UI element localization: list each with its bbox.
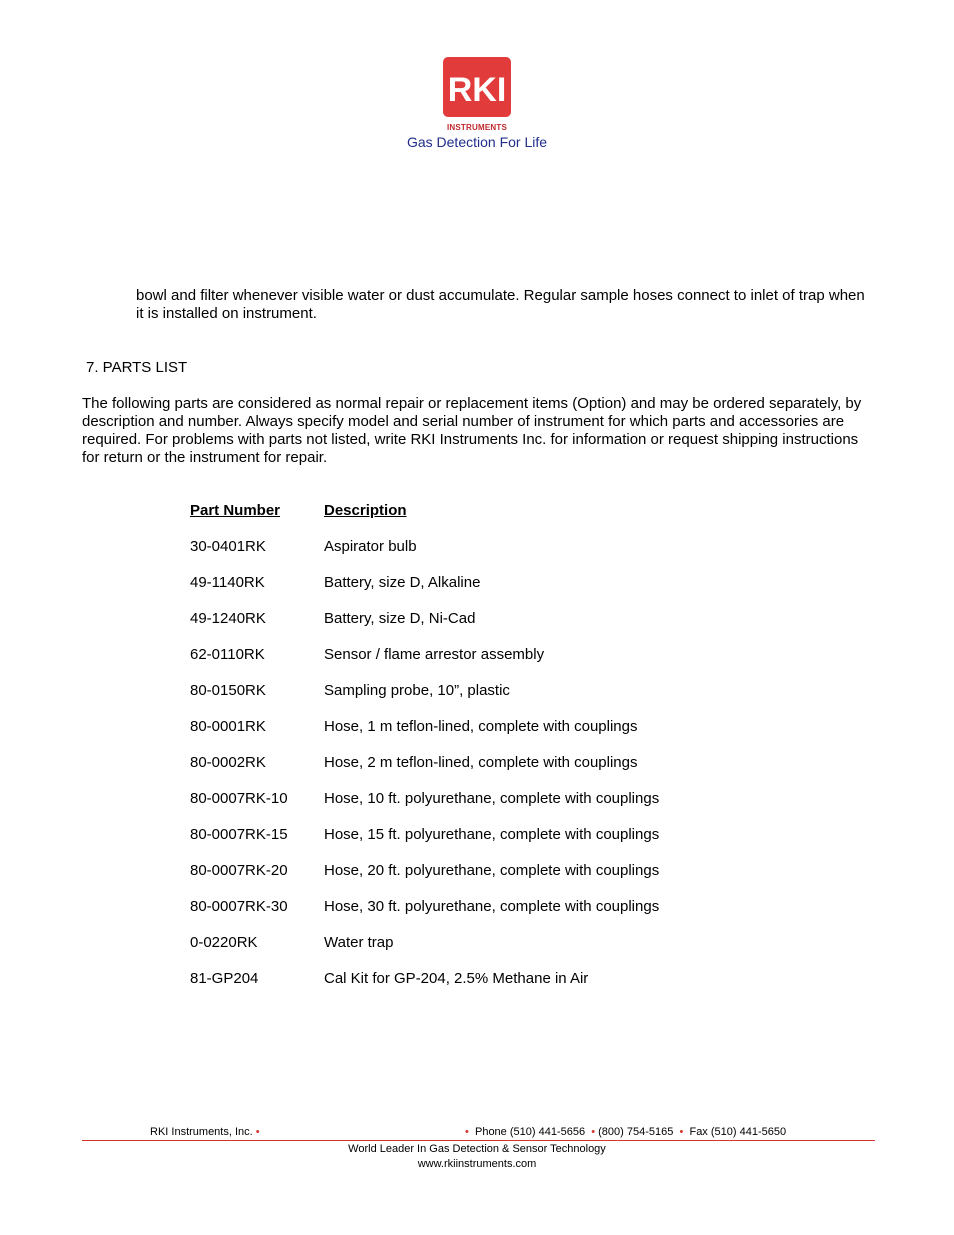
footer-phone: Phone (510) 441-5656 [474, 1126, 586, 1138]
part-number: 80-0007RK-15 [190, 826, 288, 843]
footer-slogan: World Leader In Gas Detection & Sensor Technology [348, 1143, 606, 1155]
footer-company-name: RKI Instruments, Inc. [150, 1126, 253, 1138]
header-description: Description [324, 502, 407, 519]
tagline: Gas Detection For Life [406, 134, 548, 150]
part-number: 0-0220RK [190, 934, 258, 951]
footer-website[interactable]: www.rkiinstruments.com [417, 1158, 537, 1170]
part-number: 80-0007RK-10 [190, 790, 288, 807]
footer-divider [82, 1140, 875, 1141]
part-number: 49-1140RK [190, 574, 265, 591]
part-number: 80-0007RK-20 [190, 862, 288, 879]
part-number: 80-0150RK [190, 682, 266, 699]
logo-subtitle: INSTRUMENTS [447, 123, 507, 132]
part-description: Hose, 30 ft. polyurethane, complete with couplings [324, 898, 660, 915]
section-heading: 7. PARTS LIST [86, 359, 188, 376]
part-description: Cal Kit for GP-204, 2.5% Methane in Air [324, 970, 589, 987]
intro-paragraph: The following parts are considered as normal repair or replacement items (Option) and may be ordered separately, by description and number. Always specify model and serial number of instrument for which parts and accessories are required. For problems with parts not listed, write RKI Instruments Inc. for information or request shipping instructions for return or the instrument for repair. [82, 395, 862, 466]
footer-bullet-icon: • [255, 1126, 260, 1138]
part-description: Hose, 15 ft. polyurethane, complete with couplings [324, 826, 660, 843]
part-description: Hose, 1 m teflon-lined, complete with couplings [324, 718, 638, 735]
part-description: Aspirator bulb [324, 538, 417, 555]
part-number: 80-0002RK [190, 754, 266, 771]
part-number: 62-0110RK [190, 646, 265, 663]
footer-bullet-icon: • [465, 1126, 469, 1138]
part-description: Hose, 20 ft. polyurethane, complete with couplings [324, 862, 660, 879]
rki-logo [443, 57, 511, 117]
part-description: Sampling probe, 10”, plastic [324, 682, 510, 699]
continuation-paragraph: bowl and filter whenever visible water or dust accumulate. Regular sample hoses connect to inlet of trap when it is installed on instrument. [136, 287, 865, 322]
part-description: Sensor / flame arrestor assembly [324, 646, 545, 663]
part-description: Hose, 2 m teflon-lined, complete with couplings [324, 754, 638, 771]
part-description: Battery, size D, Alkaline [324, 574, 481, 591]
footer-bullet-icon: • [591, 1126, 596, 1138]
part-description: Water trap [324, 934, 394, 951]
part-description: Hose, 10 ft. polyurethane, complete with couplings [324, 790, 660, 807]
rki-logo-icon [443, 57, 511, 117]
footer-company [150, 1126, 260, 1139]
footer-contact [465, 1126, 786, 1139]
part-number: 81-GP204 [190, 970, 259, 987]
part-number: 80-0001RK [190, 718, 266, 735]
header-part-number: Part Number [190, 502, 281, 519]
logo-text: RKI [447, 71, 507, 109]
footer-tollfree: (800) 754-5165 [598, 1126, 674, 1138]
header-logo-block [0, 57, 954, 150]
part-number: 30-0401RK [190, 538, 266, 555]
part-description: Battery, size D, Ni-Cad [324, 610, 476, 627]
part-number: 80-0007RK-30 [190, 898, 288, 915]
part-number: 49-1240RK [190, 610, 266, 627]
footer-fax: Fax (510) 441-5650 [689, 1126, 787, 1138]
footer-bullet-icon: • [679, 1126, 684, 1138]
